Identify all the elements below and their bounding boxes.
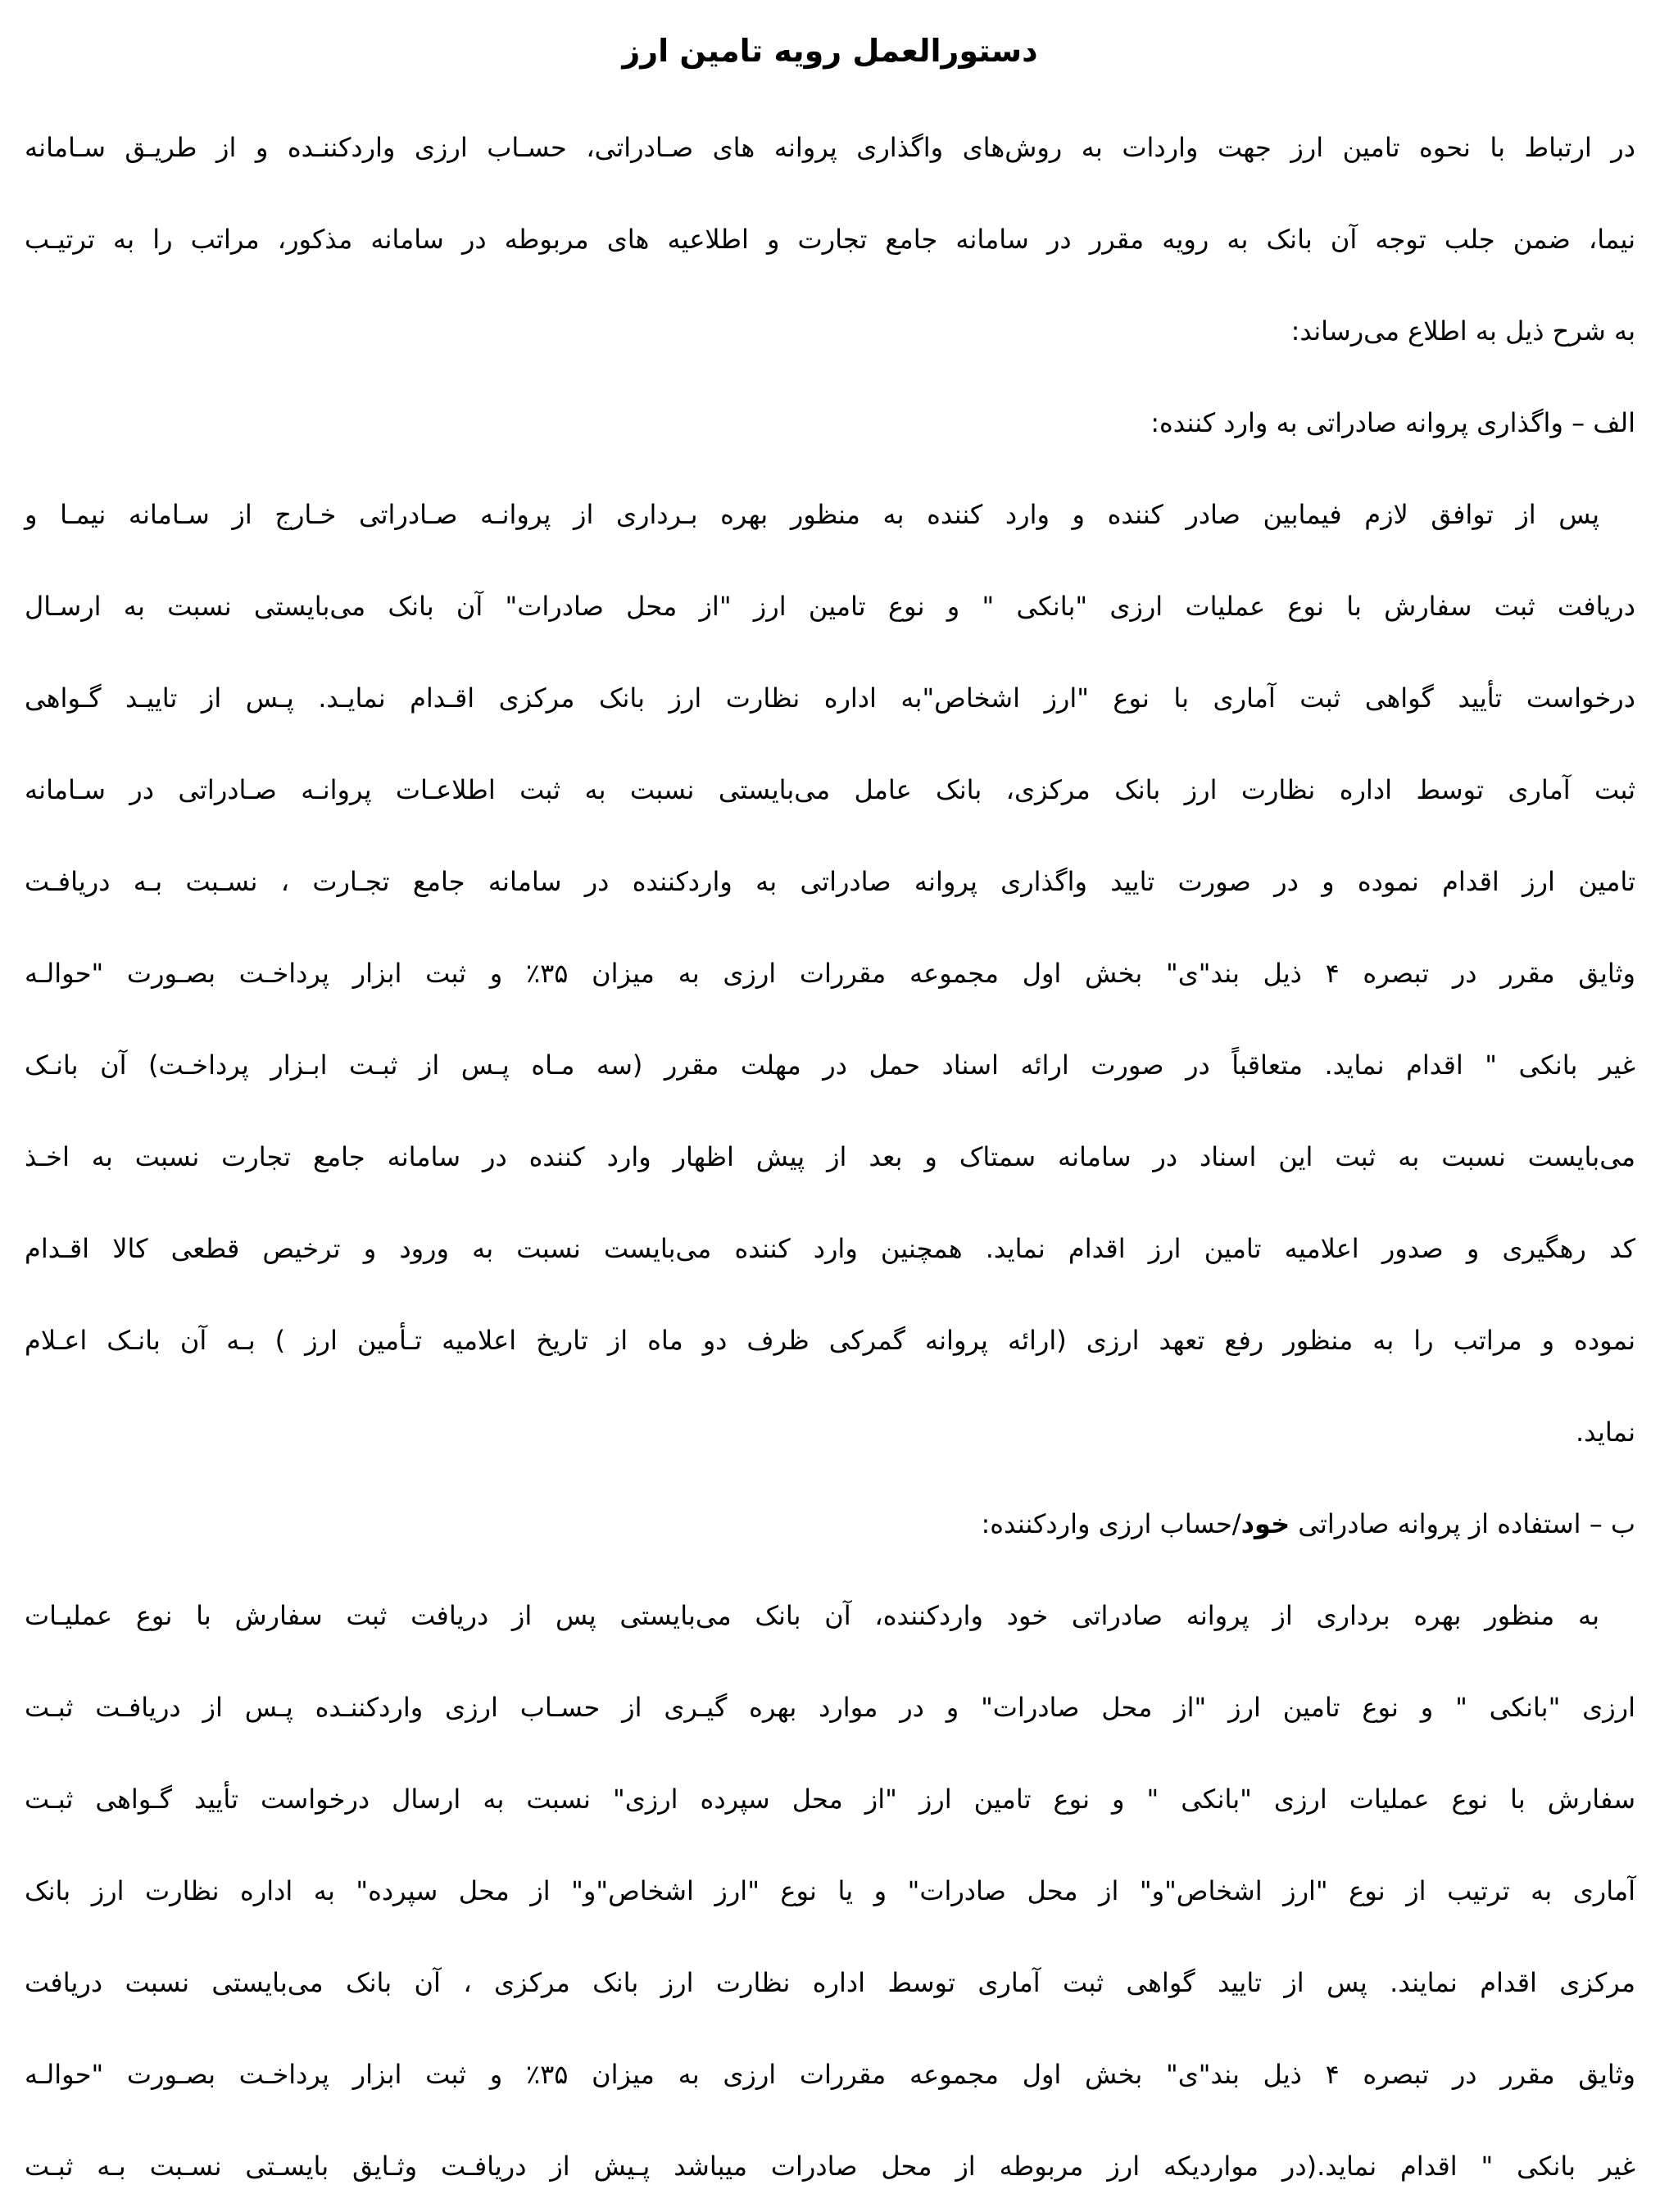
text-line: دریافت ثبت سفارش با نوع عملیات ارزی "بانکی " و نوع تامین ارز "از محل صادرات" آن بانک می‌بایستی نسبت به ارسـال xyxy=(25,591,1635,622)
section-heading xyxy=(25,1478,1635,1570)
text-line: ارزی "بانکی " و نوع تامین ارز "از محل صادرات" و در موارد بهره گیـری از حسـاب ارزی واردکننـده پـس از دریافـت ثبـت xyxy=(25,1692,1635,1723)
text-line: مرکزی اقدام نمایند. پس از تایید گواهی ثبت آماری توسط اداره نظارت ارز بانک مرکزی ، آن بانک می‌بایستی نسبت دریافت xyxy=(25,1967,1635,1998)
section-heading: الف – واگذاری پروانه صادراتی به وارد کننده: xyxy=(1150,407,1635,438)
text-line: نموده و مراتب را به منظور رفع تعهد ارزی (ارائه پروانه گمرکی ظرف دو ماه از تاریخ اعلامیه تـأمین ارز ) بـه آن بانـک اعـلام xyxy=(25,1325,1635,1356)
text-line: تامین ارز اقدام نموده و در صورت تایید واگذاری پروانه صادراتی به واردکننده در سامانه جامع تجـارت ، نسـبت بـه دریافـت xyxy=(25,866,1635,897)
text-line: غیر بانکی " اقدام نماید. متعاقباً در صورت ارائه اسناد حمل در مهلت مقرر (سه مـاه پـس از ثبـت ابـزار پرداخـت) آن بانـک xyxy=(25,1049,1635,1081)
text-line: نیما، ضمن جلب توجه آن بانک به رویه مقرر در سامانه جامع تجارت و اطلاعیه های مربوطه در سامانه مذکور، مراتب را به ترتیـب xyxy=(25,224,1635,255)
text-line: کد رهگیری و صدور اعلامیه تامین ارز اقدام نماید. همچنین وارد کننده می‌بایست نسبت به ورود و ترخیص قطعی کالا اقـدام xyxy=(25,1233,1635,1264)
text-segment: /حساب ارزی واردکننده: xyxy=(981,1508,1241,1539)
text-line: غیر بانکی " اقدام نماید.(در مواردیکه ارز مربوطه از محل صادرات میباشد پـیش از دریافـت وثـایق بایسـتی نسـبت بـه ثبـت xyxy=(25,2151,1635,2182)
text-line: آماری به ترتیب از نوع "ارز اشخاص"و" از محل صادرات" و یا نوع "ارز اشخاص"و" از محل سپرده" به اداره نظارت ارز بانک xyxy=(25,1875,1635,1906)
text-line: در ارتباط با نحوه تامین ارز جهت واردات به روش‌های واگذاری پروانه های صـادراتی، حسـاب ارزی واردکننـده و از طریـق سـامانه xyxy=(25,132,1635,163)
text-line: به منظور بهره برداری از پروانه صادراتی خود واردکننده، آن بانک می‌بایستی پس از دریافت ثبت سفارش با نوع عملیـات xyxy=(25,1600,1599,1631)
text-line: ثبت آماری توسط اداره نظارت ارز بانک مرکزی، بانک عامل می‌بایستی نسبت به ثبت اطلاعـات پروانـه صـادراتی در سـامانه xyxy=(25,774,1635,805)
emphasized-word: خود xyxy=(1240,1508,1290,1539)
text-line: سفارش با نوع عملیات ارزی "بانکی " و نوع تامین ارز "از محل سپرده ارزی" نسبت به ارسال درخواست تأیید گـواهی ثبـت xyxy=(25,1784,1635,1815)
text-line: وثایق مقرر در تبصره ۴ ذیل بند"ی" بخش اول مجموعه مقررات ارزی به میزان ۳۵٪ و ثبت ابزار پرداخـت بصـورت "حوالـه xyxy=(25,958,1636,989)
text-line: نماید. xyxy=(1575,1416,1635,1448)
text-segment: ب – استفاده از پروانه صادراتی xyxy=(1290,1508,1635,1539)
document-title: دستورالعمل رویه تامین ارز xyxy=(622,33,1038,69)
text-line: به شرح ذیل به اطلاع می‌رساند: xyxy=(1290,315,1635,347)
document-lines xyxy=(25,102,1635,2212)
text-line: پس از توافق لازم فیمابین صادر کننده و وارد کننده به منظور بهره بـرداری از پروانـه صـادراتی خـارج از سـامانه نیمـا و xyxy=(25,499,1599,530)
text-line: وثایق مقرر در تبصره ۴ ذیل بند"ی" بخش اول مجموعه مقررات ارزی به میزان ۳۵٪ و ثبت ابزار پرداخـت بصـورت "حوالـه xyxy=(25,2059,1636,2090)
text-line: درخواست تأیید گواهی ثبت آماری با نوع "ارز اشخاص"به اداره نظارت ارز بانک مرکزی اقـدام نمایـد. پـس از تاییـد گـواهی xyxy=(25,682,1635,714)
text-line: می‌بایست نسبت به ثبت این اسناد در سامانه سمتاک و بعد از پیش اظهار وارد کننده در سامانه جامع تجارت نسبت به اخـذ xyxy=(25,1141,1635,1172)
